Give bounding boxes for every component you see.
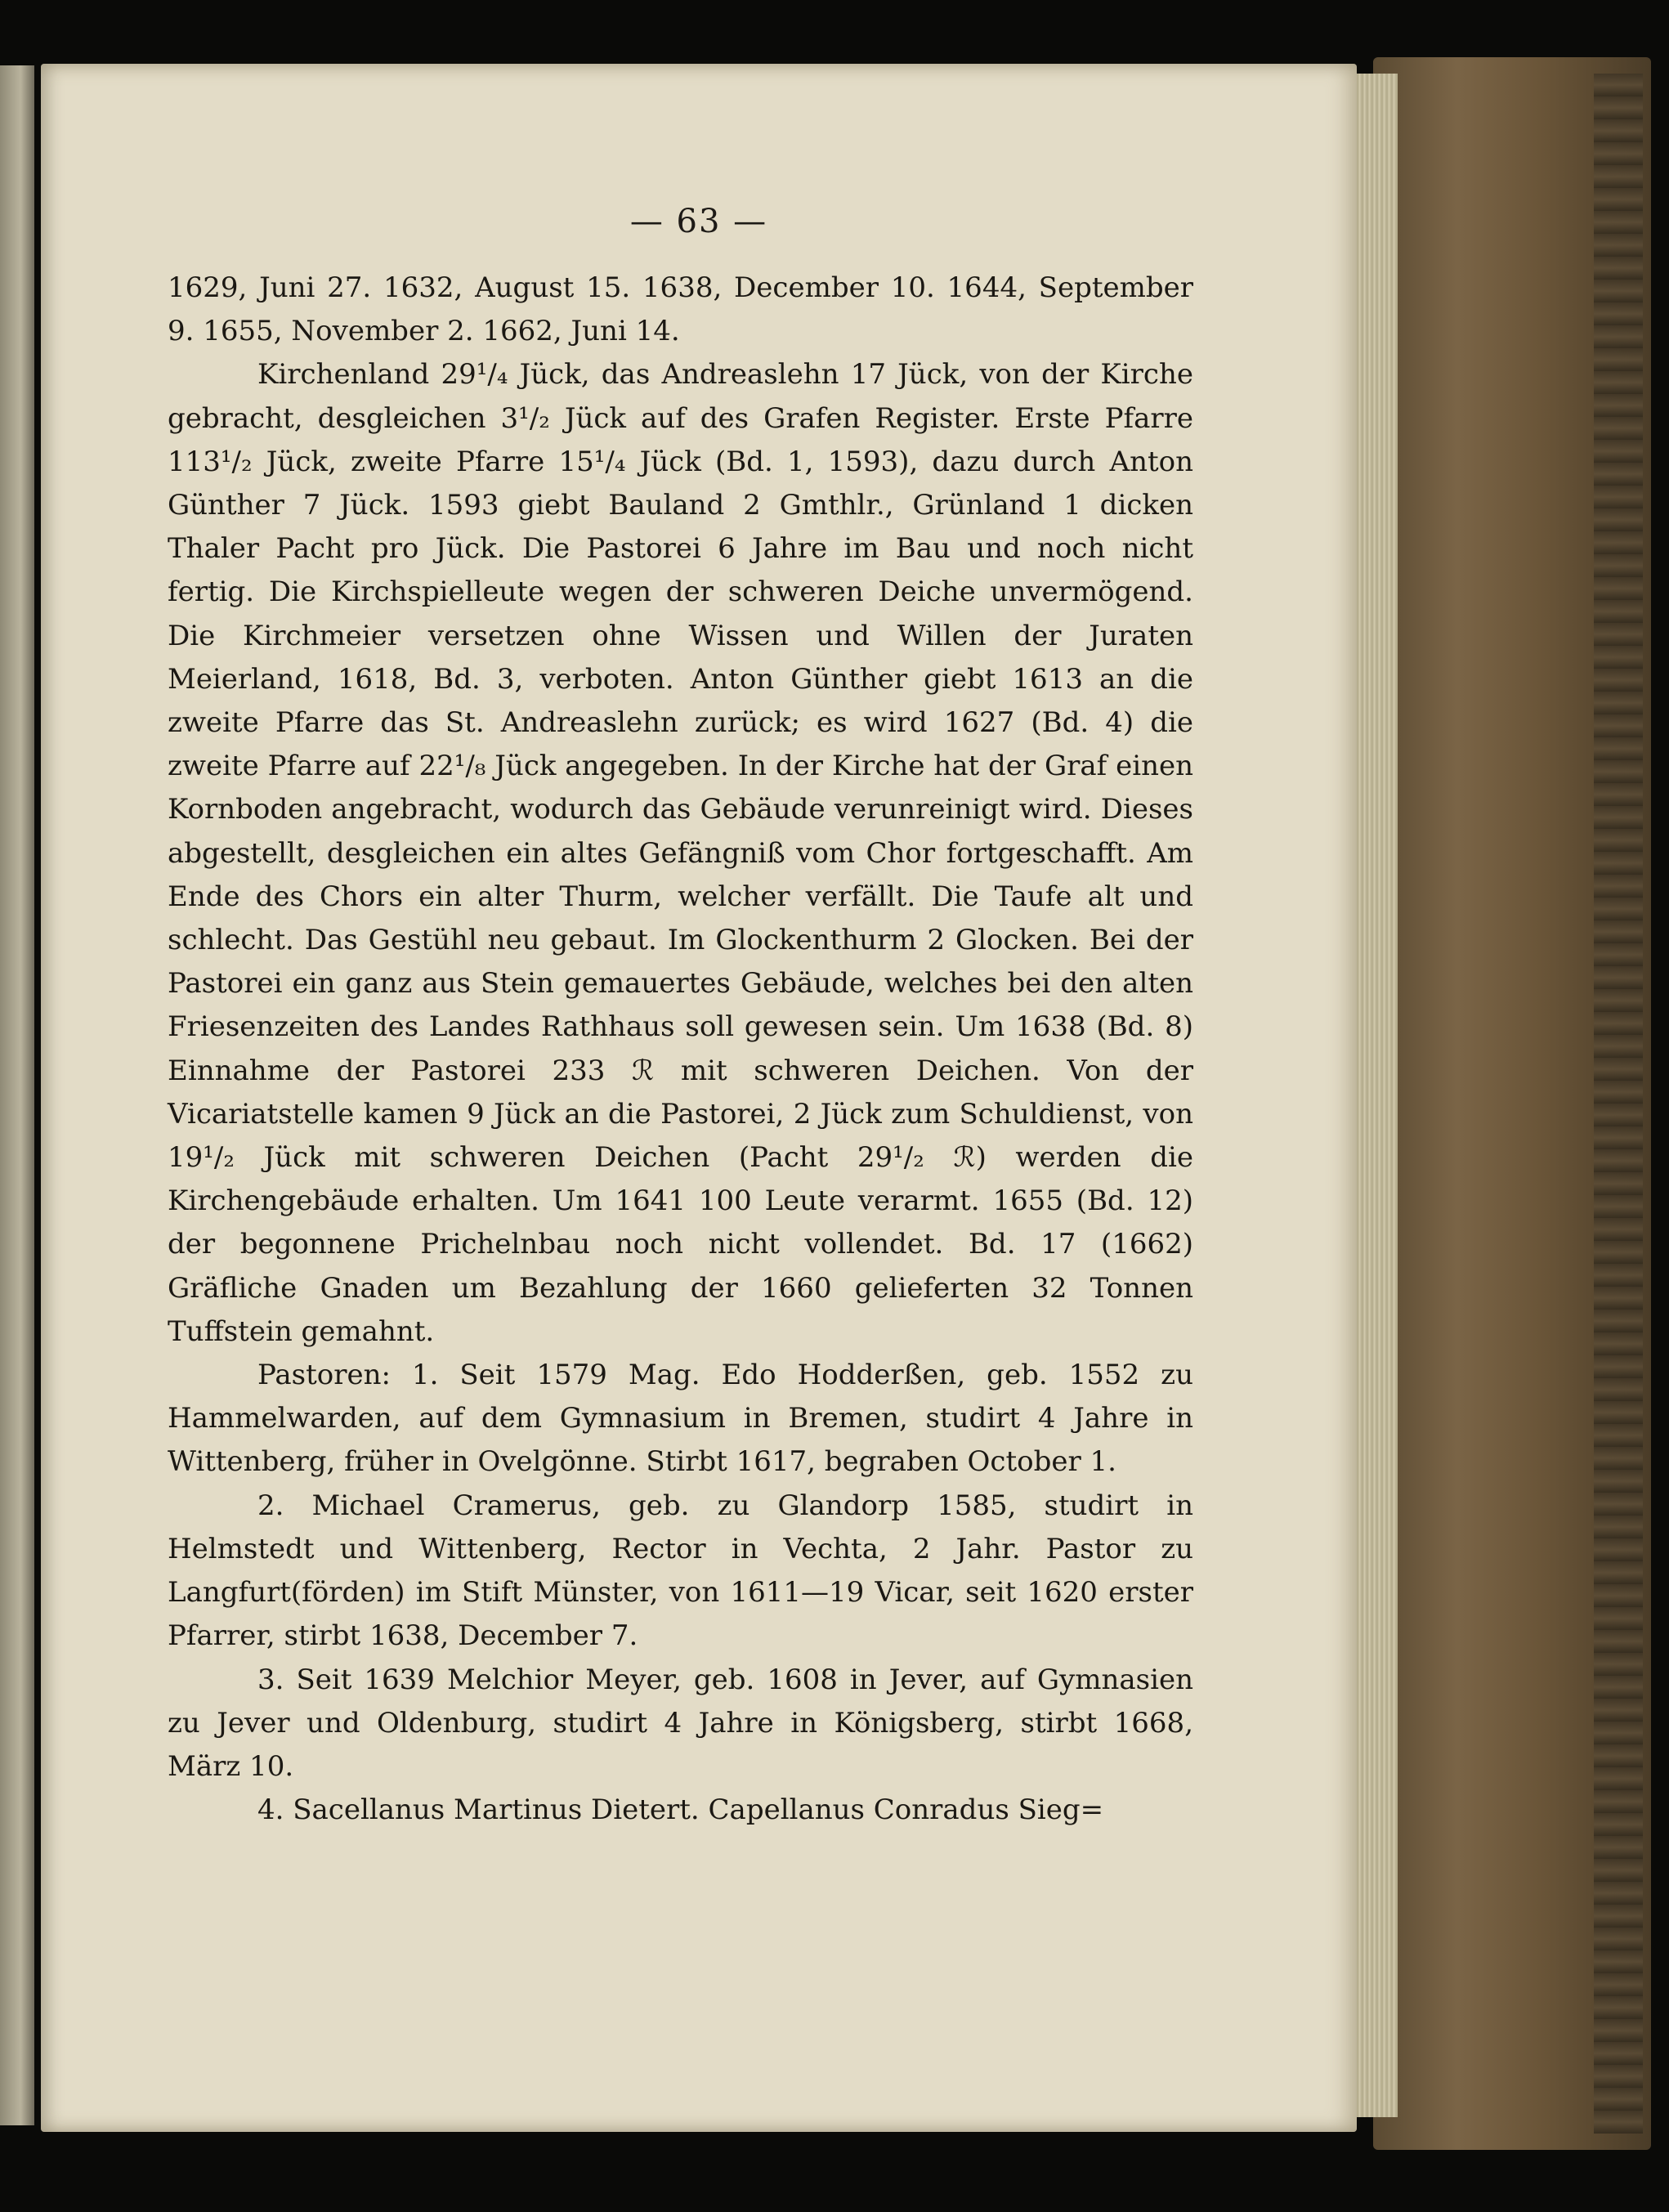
paragraph-pastor-2: 2. Michael Cramerus, geb. zu Glandorp 1585, studirt in Helmstedt und Wittenberg, Rector in Vechta, 2 Jahr. Pastor zu Langfurt(förden) im Stift Münster, von 1611—19 Vicar, seit 1620 erster Pfarrer, stirbt 1638, December 7. (168, 1489, 1193, 1653)
previous-page-edge (0, 65, 34, 2125)
paragraph-pastoren: Pastoren: 1. Seit 1579 Mag. Edo Hodderßen, geb. 1552 zu Hammelwarden, auf dem Gymnasium in Bremen, studirt 4 Jahre in Wittenberg, früher in Ovelgönne. Stirbt 1617, begraben October 1. (168, 1359, 1193, 1479)
page-text (168, 266, 1193, 1832)
paragraph-dates: 1629, Juni 27. 1632, August 15. 1638, December 10. 1644, September 9. 1655, November 2. 1662, Juni 14. (168, 271, 1193, 348)
book-page (41, 64, 1357, 2132)
book-cover-edge (1594, 74, 1643, 2134)
paragraph-pastor-4: 4. Sacellanus Martinus Dietert. Capellanus Conradus Sieg= (257, 1793, 1104, 1827)
paragraph-kirchenland: Kirchenland 29¹/₄ Jück, das Andreaslehn 17 Jück, von der Kirche gebracht, desgleichen 3¹/₂ Jück auf des Grafen Register. Erste Pfarre 113¹/₂ Jück, zweite Pfarre 15¹/₄ Jück (Bd. 1, 1593), dazu durch Anton Günther 7 Jück. 1593 giebt Bauland 2 Gmthlr., Grünland 1 dicken Thaler Pacht pro Jück. Die Pastorei 6 Jahre im Bau und noch nicht fertig. Die Kirchspielleute wegen der schweren Deiche unvermögend. Die Kirchmeier versetzen ohne Wissen und Willen der Juraten Meierland, 1618, Bd. 3, verboten. Anton Günther giebt 1613 an die zweite Pfarre das St. Andreaslehn zurück; es wird 1627 (Bd. 4) die zweite Pfarre auf 22¹/₈ Jück angegeben. In der Kirche hat der Graf einen Kornboden angebracht, wodurch das Gebäude verunreinigt wird. Dieses abgestellt, desgleichen ein altes Gefängniß vom Chor fortgeschafft. Am Ende des Chors ein alter Thurm, welcher verfällt. Die Taufe alt und schlecht. Das Gestühl neu gebaut. Im Glockenthurm 2 Glocken. Bei der Pastorei ein ganz aus Stein gemauertes Gebäude, welches bei den alten Friesenzeiten des Landes Rathhaus soll gewesen sein. Um 1638 (Bd. 8) Einnahme der Pastorei 233 ℛ mit schweren Deichen. Von der Vicariatstelle kamen 9 Jück an die Pastorei, 2 Jück zum Schuldienst, von 19¹/₂ Jück mit schweren Deichen (Pacht 29¹/₂ ℛ) werden die Kirchengebäude erhalten. Um 1641 100 Leute verarmt. 1655 (Bd. 12) der begonnene Prichelnbau noch nicht vollendet. Bd. 17 (1662) Gräfliche Gnaden um Bezahlung der 1660 gelieferten 32 Tonnen Tuffstein gemahnt. (168, 358, 1193, 1348)
page-number: — 63 — (629, 203, 768, 240)
paragraph-pastor-3: 3. Seit 1639 Melchior Meyer, geb. 1608 in Jever, auf Gymnasien zu Jever und Oldenburg, studirt 4 Jahre in Königsberg, stirbt 1668, März 10. (168, 1663, 1193, 1783)
